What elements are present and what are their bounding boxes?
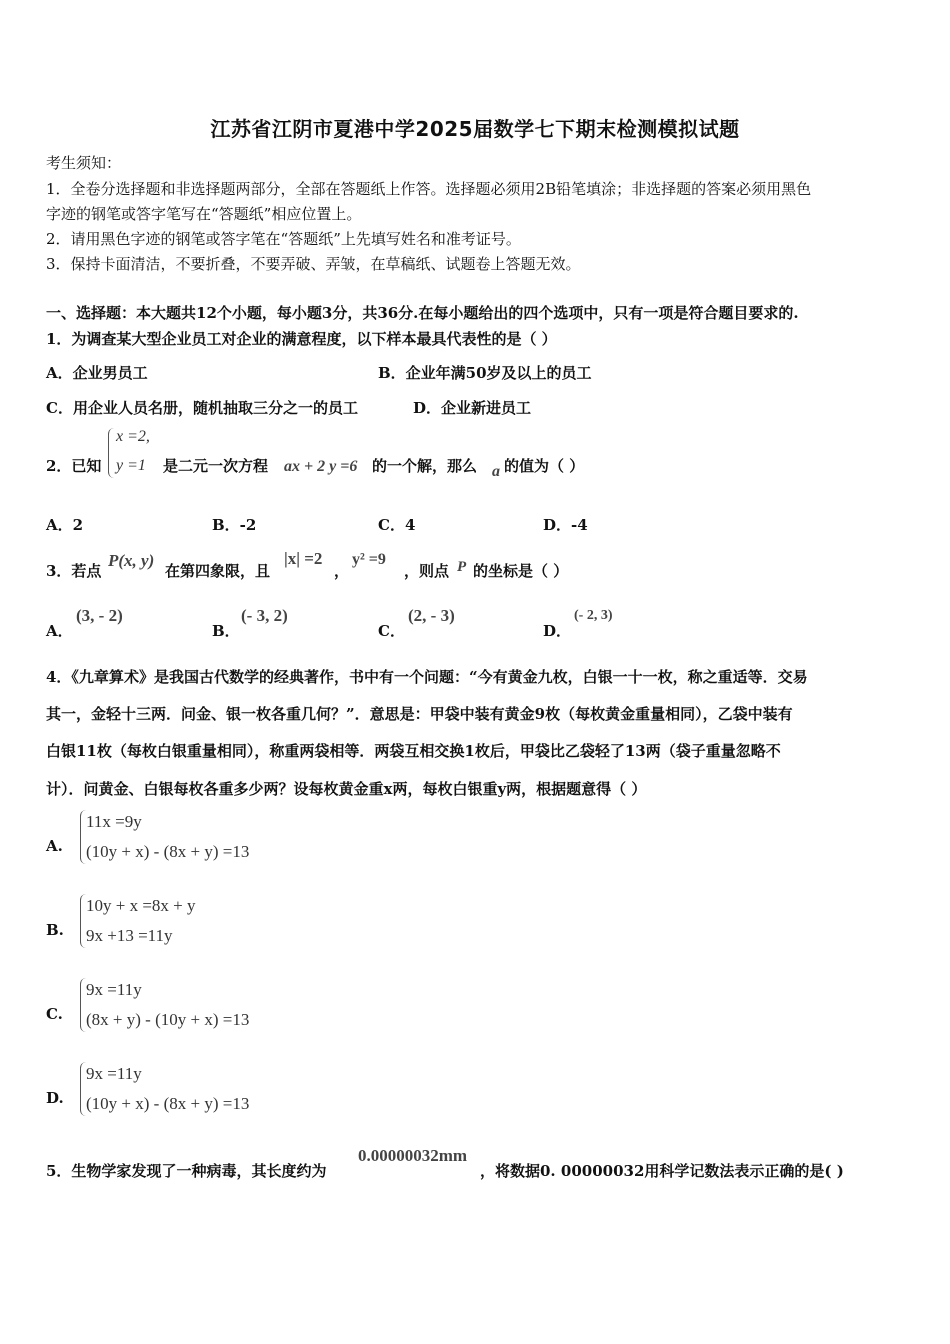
q2-prefix: 2．已知 [46,457,102,475]
q2-system-brace [108,428,115,478]
q4-stem-line-4: 计）．问黄金、白银每枚各重多少两？设每枚黄金重x两，每枚白银重y两，根据题意得（ ） [46,780,647,798]
q2-middle-text: 是二元一次方程 [163,457,269,475]
q3-point: P(x, y) [108,551,155,570]
q2-system-eq1: x =2, [116,428,150,445]
notice-item-2: 2．请用黑色字迹的钢笔或答字笔在“答题纸”上先填写姓名和准考证号。 [46,230,521,248]
q3-option-d-label: D． [543,622,572,640]
q3-prefix: 3．若点 [46,562,102,580]
q3-abs-condition: |x| =2 [284,549,323,568]
q3-middle-text: 在第四象限，且 [165,562,271,580]
notice-item-1b: 字迹的钢笔或答字笔写在“答题纸”相应位置上。 [46,205,362,223]
q4-stem-line-2: 其一，金轻十三两．问金、银一枚各重几何？”．意思是：甲袋中装有黄金9枚（每枚黄金重量相同），乙袋中装有 [46,705,793,723]
q4-option-c-label: C. [46,1005,63,1023]
q3-suffix: 的坐标是（ ） [473,562,569,580]
q1-stem: 1．为调查某大型企业员工对企业的满意程度，以下样本最具代表性的是（ ） [46,330,557,348]
q2-suffix: 的值为（ ） [504,457,585,475]
q3-option-c: (2, - 3) [408,606,455,625]
notice-item-1a: 1．全卷分选择题和非选择题两部分，全部在答题纸上作答。选择题必须用2B铅笔填涂；非选择题的答案必须用黑色 [46,180,812,198]
q5-value: 0.00000032mm [358,1146,468,1165]
q4-option-b-label: B. [46,921,64,939]
q2-option-a: A．2 [46,516,84,534]
q2-middle-text-2: 的一个解，那么 [372,457,478,475]
q4-option-b-eq1: 10y + x =8x + y [86,896,196,915]
q2-variable: a [492,463,500,480]
q5-suffix: ，将数据0. 00000032用科学记数法表示正确的是( ) [480,1162,844,1180]
q4-option-a-label: A. [46,837,63,855]
q4-option-d-eq1: 9x =11y [86,1064,142,1083]
q2-system-eq2: y =1 [116,457,146,474]
q4-option-a-eq2: (10y + x) - (8x + y) =13 [86,842,250,861]
q3-square-condition: y² =9 [352,551,386,568]
q1-option-c: C．用企业人员名册，随机抽取三分之一的员工 [46,399,358,417]
q2-option-b: B．-2 [212,516,257,534]
q1-option-d: D．企业新进员工 [413,399,532,417]
q2-option-d: D．-4 [543,516,588,534]
notice-heading: 考生须知： [46,154,122,172]
q3-comma: ， [334,562,350,580]
q4-option-a-eq1: 11x =9y [86,812,142,831]
q2-equation: ax + 2 y =6 [284,458,358,475]
q1-option-a: A．企业男员工 [46,364,148,382]
q3-option-c-label: C． [378,622,405,640]
q3-middle-text-2: ，则点 [404,562,450,580]
q4-stem-line-3: 白银11枚（每枚白银重量相同），称重两袋相等．两袋互相交换1枚后，甲袋比乙袋轻了13两（袋子重量忽略不 [46,742,781,760]
q1-option-b: B．企业年满50岁及以上的员工 [378,364,592,382]
section-heading: 一、选择题：本大题共12个小题，每小题3分，共36分.在每小题给出的四个选项中，只有一项是符合题目要求的. [46,304,799,322]
page-title: 江苏省江阴市夏港中学2025届数学七下期末检测模拟试题 [210,117,740,141]
q4-option-d-label: D. [46,1089,64,1107]
q3-option-d: (- 2, 3) [574,608,613,623]
q3-point-p: P [457,559,467,575]
q3-option-a: (3, - 2) [76,606,123,625]
q4-option-c-eq1: 9x =11y [86,980,142,999]
q4-option-c-eq2: (8x + y) - (10y + x) =13 [86,1010,250,1029]
notice-item-3: 3．保持卡面清洁，不要折叠，不要弄破、弄皱，在草稿纸、试题卷上答题无效。 [46,255,581,273]
q4-option-b-eq2: 9x +13 =11y [86,926,173,945]
q4-stem-line-1: 4．《九章算术》是我国古代数学的经典著作，书中有一个问题：“今有黄金九枚，白银一十一枚，称之重适等．交易 [46,668,808,686]
q3-option-b-label: B． [212,622,240,640]
q4-option-d-eq2: (10y + x) - (8x + y) =13 [86,1094,250,1113]
q5-prefix: 5．生物学家发现了一种病毒，其长度约为 [46,1162,327,1180]
q2-option-c: C．4 [378,516,416,534]
q3-option-b: (- 3, 2) [241,606,288,625]
q3-option-a-label: A． [46,622,73,640]
